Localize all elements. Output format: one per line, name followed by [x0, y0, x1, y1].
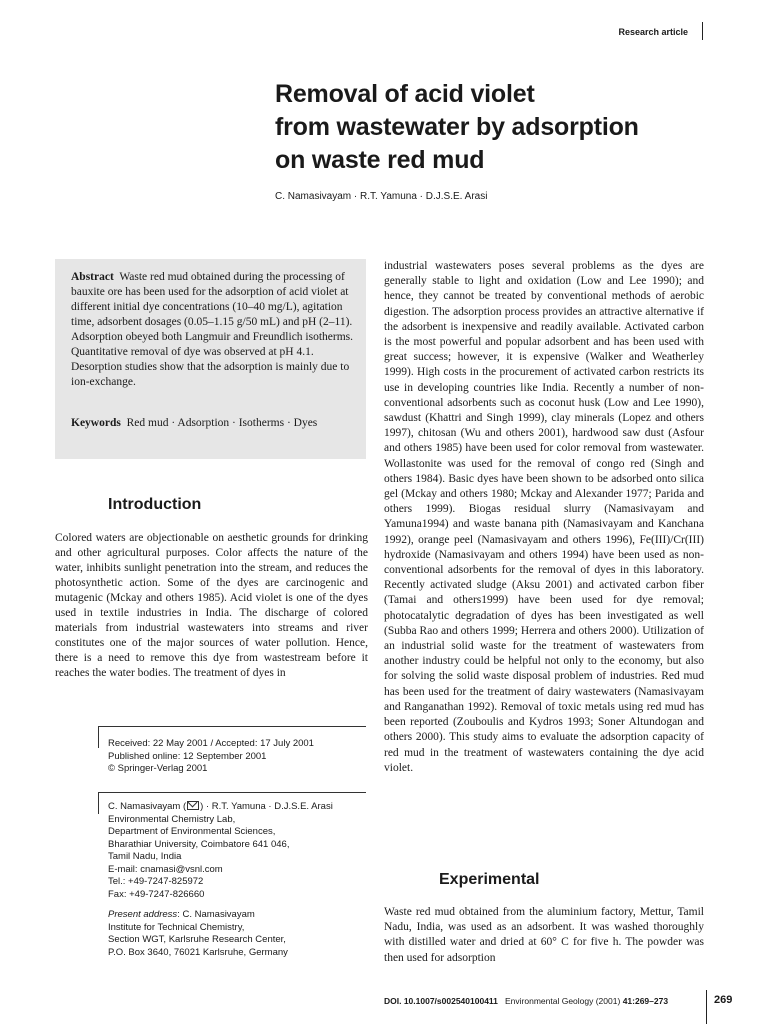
experimental-text: Waste red mud obtained from the aluminium factory, Mettur, Tamil Nadu, India, was used as an adsorbent. It was washed thoroughly with distilled water and dried at 60° C for five h. The powder was then used for adsorption [384, 906, 704, 964]
introduction-heading: Introduction [108, 496, 202, 513]
affiliation-line: Department of Environmental Sciences, [108, 826, 276, 837]
author-list: C. Namasivayam · R.T. Yamuna · D.J.S.E. Arasi [275, 191, 488, 202]
corresponding-authors: C. Namasivayam ( ) · R.T. Yamuna · D.J.S.E. Arasi [108, 801, 333, 812]
present-address-label: Present address [108, 909, 178, 920]
footer-divider [706, 990, 707, 1024]
title-line-2: from wastewater by adsorption [275, 113, 639, 141]
fax-line: Fax: +49-7247-826660 [108, 888, 205, 900]
keywords [71, 416, 359, 431]
present-address-line: Institute for Technical Chemistry, [108, 921, 245, 933]
article-title [275, 78, 705, 177]
present-address-line: P.O. Box 3640, 76021 Karlsruhe, Germany [108, 946, 288, 958]
title-line-3: on waste red mud [275, 146, 485, 174]
affiliation-line: Bharathiar University, Coimbatore 641 046, [108, 838, 290, 850]
present-address-line: Section WGT, Karlsruhe Research Center, [108, 934, 286, 945]
right-column-text: industrial wastewaters poses several problems as the dyes are generally stable to light and oxidation (Low and Lee 1990); and hence, they cannot be treated by conventional methods of aerobic digestion. The adsorption process provides an attractive alternative if the adsorbent is inexpensive and readily available. Activated carbon is the most powerful and popular adsorbent and has been used with great success; however, it is expensive (Walker and Weatherley 1999). High costs in the procurement of activated carbon restricts its use in developing countries like India. Recently a number of non-conventional adsorbents such as coconut husk (Low and Lee 1990), sawdust (Khattri and Singh 1999), clay minerals (Lopez and others 1997), chitosan (Wu and others 2001), hardwood saw dust (Asfour and others 1985) have been used for color removal from wastewater. Wollastonite was used for the removal of congo red (Singh and others 1984). Basic dyes have been shown to be adsorbed onto silica gel (Mckay and others 1980; Mckay and Alexander 1977; Parida and others 1999). Biogas residual slurry (Namasivayam and Yamuna1994) and waste banana pith (Namasivayam and Kanchana 1992), orange peel (Namasivayam and others 1996), Fe(III)/Cr(III) hydroxide (Namasivayam and others 1994) have been used as non-conventional adsorbents for the removal of dyes in this laboratory. Recently activated sludge (Aksu 2001) and activated carbon fiber (Tamai and others1999) have been used for dye removal; photocatalytic degradation of dyes has been investigated as well (Subba Rao and others 1999; Herrera and others 2000). Utilization of an industrial solid waste for the treatment of wastewaters from another industry could be helpful not only to the economy, but also for solving the solid waste disposal problem of industries. Red mud has been used for the treatment of dairy wastewaters (Namasivayam and Ranganathan 1992). Removal of toxic metals using red mud has been reported (Zouboulis and Kydros 1993; Soner Altundogan and others 2000). This study aims to evaluate the adsorption capacity of red mud in the treatment of wastewaters containing the dye acid violet. [384, 260, 704, 774]
page-number: 269 [714, 994, 733, 1006]
title-line-1: Removal of acid violet [275, 80, 535, 108]
received-bracket [98, 726, 99, 748]
introduction-text: Colored waters are objectionable on aesthetic grounds for drinking and other agricultural purposes. Color affects the nature of the water, inhibits sunlight penetration into the stream, and reduces the photosynthetic action. Some of the dyes are carcinogenic and mutagenic (Mckay and others 1985). Acid violet is one of the dyes used in textile industries in India. The discharge of colored materials from industrial wastewaters into streams and river constitutes one of the major sources of water pollution. Hence, there is a need to remove this dye from wastestream before it reaches the water bodies. The treatment of dyes in [55, 532, 368, 679]
affiliation-rule [98, 792, 366, 793]
journal-name: Environmental Geology (2001) [505, 996, 621, 1006]
affiliation-line: Environmental Chemistry Lab, [108, 813, 236, 825]
received-rule [98, 726, 366, 727]
doi: DOI. 10.1007/s002540100411 [384, 996, 498, 1006]
affiliation-bracket [98, 792, 99, 814]
affiliation [108, 801, 333, 959]
footer-citation [384, 996, 668, 1006]
copyright: © Springer-Verlag 2001 [108, 763, 208, 774]
keywords-text: Red mud · Adsorption · Isotherms · Dyes [126, 417, 318, 429]
received-dates: Received: 22 May 2001 / Accepted: 17 July 2001 [108, 738, 314, 749]
abstract-text: Waste red mud obtained during the processing of bauxite ore has been used for the adsorption of acid violet at different initial dye concentrations (10–40 mg/L), agitation time, adsorbent dosages (0.05–1.15 g/50 mL) and pH (2–11). Adsorption obeyed both Langmuir and Freundlich isotherms. Quantitative removal of dye was observed at pH 4.1. Desorption studies show that the adsorption is mainly due to ion-exchange. [71, 271, 354, 388]
page-range: 41:269–273 [622, 996, 669, 1006]
keywords-label: Keywords [71, 417, 121, 429]
header-divider [702, 22, 703, 40]
envelope-icon [187, 801, 199, 810]
experimental-heading: Experimental [439, 871, 540, 888]
abstract-label: Abstract [71, 271, 114, 283]
affiliation-line: Tamil Nadu, India [108, 851, 182, 862]
published-date: Published online: 12 September 2001 [108, 750, 267, 762]
received-info [108, 738, 314, 776]
tel-line: Tel.: +49-7247-825972 [108, 876, 204, 887]
abstract [71, 270, 359, 390]
article-type-label: Research article [618, 27, 688, 37]
present-address: Present address: C. Namasivayam [108, 909, 255, 920]
email-line: E-mail: cnamasi@vsnl.com [108, 863, 223, 875]
